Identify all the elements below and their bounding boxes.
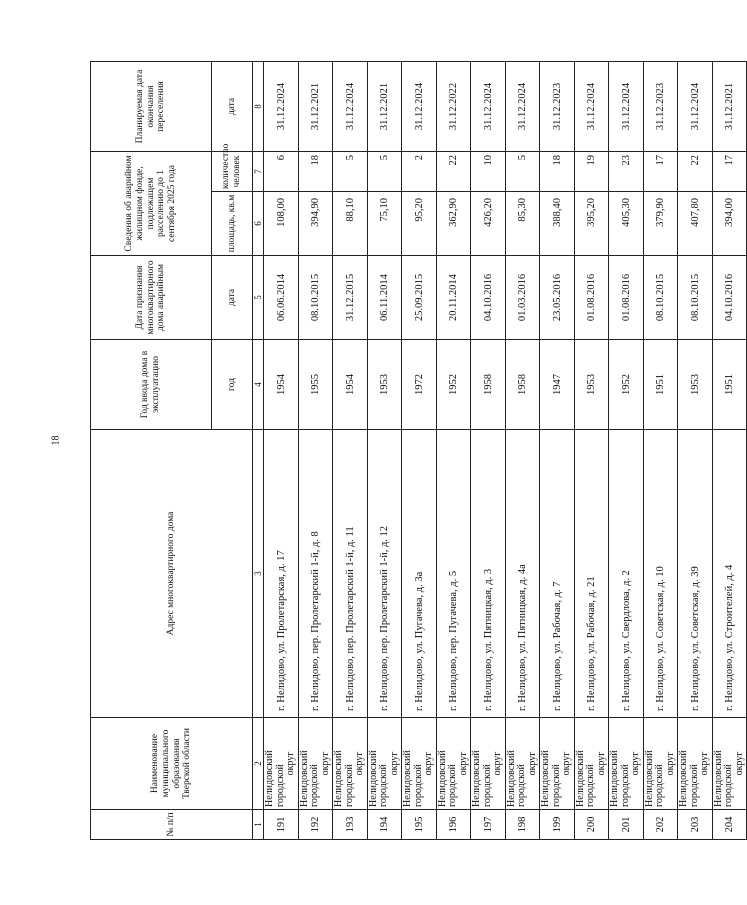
address-cell: г. Нелидово, ул. Пятницкая, д. 3	[471, 430, 506, 718]
commissioning-year-cell: 1955	[298, 340, 333, 430]
area-cell: 388,40	[540, 192, 575, 256]
address-cell: г. Нелидово, пер. Пугачева, д. 5	[436, 430, 471, 718]
rotated-table-wrapper	[90, 62, 745, 840]
municipality-line: округ	[492, 751, 504, 776]
planned-date-cell: 31.12.2023	[643, 62, 678, 152]
commissioning-year-cell: 1952	[609, 340, 644, 430]
row-number: 200	[574, 810, 609, 840]
residents-count-cell: 5	[505, 152, 540, 192]
municipality-line: округ	[664, 751, 676, 776]
area-cell: 407,80	[678, 192, 713, 256]
planned-date-cell: 31.12.2024	[609, 62, 644, 152]
table-row	[402, 62, 437, 840]
area-cell: 108,00	[264, 192, 299, 256]
recognition-date-cell: 04.10.2016	[712, 256, 747, 340]
commissioning-year-cell: 1953	[367, 340, 402, 430]
row-number: 199	[540, 810, 575, 840]
commissioning-year-cell: 1954	[264, 340, 299, 430]
commissioning-year-cell: 1952	[436, 340, 471, 430]
municipality-line: округ	[319, 751, 331, 776]
address-cell: г. Нелидово, ул. Строителей, д. 4	[712, 430, 747, 718]
planned-date-cell: 31.12.2024	[402, 62, 437, 152]
address-cell: г. Нелидово, ул. Рабочая, д. 7	[540, 430, 575, 718]
planned-date-cell: 31.12.2023	[540, 62, 575, 152]
municipality-cell	[333, 718, 368, 810]
header-commissioning: Год ввода дома в эксплуатацию	[91, 340, 212, 430]
row-number: 202	[643, 810, 678, 840]
municipality-line: округ	[733, 751, 745, 776]
commissioning-year-cell: 1947	[540, 340, 575, 430]
address-cell: г. Нелидово, ул. Свердлова, д. 2	[609, 430, 644, 718]
municipality-line: Нелидовский городской	[505, 750, 528, 807]
planned-date-cell: 31.12.2021	[712, 62, 747, 152]
planned-date-cell: 31.12.2024	[471, 62, 506, 152]
area-cell: 394,00	[712, 192, 747, 256]
planned-date-cell: 31.12.2021	[298, 62, 333, 152]
municipality-line: Нелидовский городской	[298, 750, 321, 807]
table-row	[505, 62, 540, 840]
commissioning-year-cell: 1951	[643, 340, 678, 430]
recognition-date-cell: 06.06.2014	[264, 256, 299, 340]
area-cell: 75,10	[367, 192, 402, 256]
address-cell: г. Нелидово, ул. Советская, д. 10	[643, 430, 678, 718]
municipality-line: округ	[630, 751, 642, 776]
address-cell: г. Нелидово, ул. Советская, д. 39	[678, 430, 713, 718]
planned-date-cell: 31.12.2024	[333, 62, 368, 152]
table-row	[540, 62, 575, 840]
column-number: 1	[253, 810, 264, 840]
residents-count-cell: 17	[643, 152, 678, 192]
address-cell: г. Нелидово, ул. Пугачева, д. 3а	[402, 430, 437, 718]
column-number: 5	[253, 256, 264, 340]
column-number: 4	[253, 340, 264, 430]
table-row	[298, 62, 333, 840]
header-emergency-info: Сведения об аварийном жилищном фонде, подлежащем расселению до 1 сентября 2025 года	[91, 152, 212, 256]
area-cell: 395,20	[574, 192, 609, 256]
row-number: 194	[367, 810, 402, 840]
municipality-cell	[540, 718, 575, 810]
recognition-date-cell: 01.03.2016	[505, 256, 540, 340]
municipality-line: округ	[354, 751, 366, 776]
row-number: 201	[609, 810, 644, 840]
address-cell: г. Нелидово, ул. Пятницкая, д. 4а	[505, 430, 540, 718]
municipality-cell	[712, 718, 747, 810]
municipality-cell	[402, 718, 437, 810]
municipality-cell	[298, 718, 333, 810]
residents-count-cell: 5	[367, 152, 402, 192]
residents-count-cell: 23	[609, 152, 644, 192]
column-number: 8	[253, 62, 264, 152]
row-number: 197	[471, 810, 506, 840]
recognition-date-cell: 08.10.2015	[678, 256, 713, 340]
municipality-line: округ	[699, 751, 711, 776]
address-cell: г. Нелидово, пер. Пролетарский 1-й, д. 11	[333, 430, 368, 718]
planned-date-cell: 31.12.2024	[264, 62, 299, 152]
commissioning-year-cell: 1958	[505, 340, 540, 430]
residents-count-cell: 22	[678, 152, 713, 192]
municipality-line: округ	[423, 751, 435, 776]
header-address: Адрес многоквартирного дома	[91, 430, 253, 718]
planned-date-cell: 31.12.2021	[367, 62, 402, 152]
residents-count-cell: 17	[712, 152, 747, 192]
area-cell: 85,30	[505, 192, 540, 256]
row-number: 204	[712, 810, 747, 840]
table-row	[436, 62, 471, 840]
column-number: 2	[253, 718, 264, 810]
municipality-cell	[574, 718, 609, 810]
planned-date-cell: 31.12.2024	[505, 62, 540, 152]
header-emergency-recognition: Дата признания многоквартирного дома аварийным	[91, 256, 212, 340]
header-municipality: Наименование муниципального образования Тверской области	[91, 718, 253, 810]
header-num: № п/п	[91, 810, 253, 840]
residents-count-cell: 19	[574, 152, 609, 192]
recognition-date-cell: 01.08.2016	[574, 256, 609, 340]
municipality-line: Нелидовский городской	[678, 750, 700, 807]
municipality-cell	[678, 718, 713, 810]
page-number: 18	[50, 435, 62, 446]
recognition-date-cell: 31.12.2015	[333, 256, 368, 340]
municipality-line: округ	[561, 751, 573, 776]
planned-date-cell: 31.12.2024	[574, 62, 609, 152]
municipality-line: Нелидовский городской	[574, 750, 597, 807]
municipality-cell	[505, 718, 540, 810]
municipality-cell	[643, 718, 678, 810]
table-row	[712, 62, 747, 840]
residents-count-cell: 18	[298, 152, 333, 192]
commissioning-year-cell: 1958	[471, 340, 506, 430]
row-number: 203	[678, 810, 713, 840]
recognition-date-cell: 08.10.2015	[298, 256, 333, 340]
subheader-date: дата	[212, 256, 253, 340]
subheader-area: площадь, кв.м	[212, 192, 253, 256]
municipality-line: Нелидовский городской	[436, 750, 459, 807]
residents-count-cell: 5	[333, 152, 368, 192]
header-planned-date: Планируемая дата окончания переселения	[91, 62, 212, 152]
row-number: 193	[333, 810, 368, 840]
municipality-line: округ	[595, 751, 607, 776]
municipality-line: округ	[285, 751, 297, 776]
address-cell: г. Нелидово, ул. Пролетарская, д. 17	[264, 430, 299, 718]
column-number: 3	[253, 430, 264, 718]
residents-count-cell: 18	[540, 152, 575, 192]
municipality-line: Нелидовский городской	[712, 750, 735, 807]
municipality-line: Нелидовский городской	[264, 750, 286, 807]
commissioning-year-cell: 1954	[333, 340, 368, 430]
recognition-date-cell: 20.11.2014	[436, 256, 471, 340]
column-number: 7	[253, 152, 264, 192]
recognition-date-cell: 06.11.2014	[367, 256, 402, 340]
row-number: 192	[298, 810, 333, 840]
subheader-count: количество человек	[212, 152, 253, 192]
area-cell: 88,10	[333, 192, 368, 256]
residents-count-cell: 10	[471, 152, 506, 192]
emergency-housing-table	[90, 61, 747, 840]
municipality-line: округ	[457, 751, 469, 776]
municipality-cell	[367, 718, 402, 810]
area-cell: 95,20	[402, 192, 437, 256]
municipality-line: Нелидовский городской	[643, 750, 666, 807]
municipality-cell	[436, 718, 471, 810]
row-number: 198	[505, 810, 540, 840]
municipality-line: Нелидовский городской	[367, 750, 390, 807]
residents-count-cell: 2	[402, 152, 437, 192]
commissioning-year-cell: 1953	[574, 340, 609, 430]
area-cell: 362,90	[436, 192, 471, 256]
table-row	[609, 62, 644, 840]
row-number: 191	[264, 810, 299, 840]
table-row	[367, 62, 402, 840]
municipality-line: округ	[526, 751, 538, 776]
planned-date-cell: 31.12.2022	[436, 62, 471, 152]
table-row	[471, 62, 506, 840]
commissioning-year-cell: 1972	[402, 340, 437, 430]
address-cell: г. Нелидово, пер. Пролетарский 1-й, д. 8	[298, 430, 333, 718]
municipality-line: Нелидовский городской	[540, 750, 562, 807]
row-number: 195	[402, 810, 437, 840]
address-cell: г. Нелидово, ул. Рабочая, д. 21	[574, 430, 609, 718]
commissioning-year-cell: 1951	[712, 340, 747, 430]
residents-count-cell: 6	[264, 152, 299, 192]
residents-count-cell: 22	[436, 152, 471, 192]
row-number: 196	[436, 810, 471, 840]
commissioning-year-cell: 1953	[678, 340, 713, 430]
table-row	[333, 62, 368, 840]
area-cell: 426,20	[471, 192, 506, 256]
table-row	[264, 62, 299, 840]
column-number: 6	[253, 192, 264, 256]
planned-date-cell: 31.12.2024	[678, 62, 713, 152]
recognition-date-cell: 08.10.2015	[643, 256, 678, 340]
table-row	[678, 62, 713, 840]
subheader-year: год	[212, 340, 253, 430]
table-row	[574, 62, 609, 840]
municipality-line: Нелидовский городской	[402, 750, 424, 807]
subheader-planned: дата	[212, 62, 253, 152]
municipality-cell	[471, 718, 506, 810]
area-cell: 405,30	[609, 192, 644, 256]
area-cell: 379,90	[643, 192, 678, 256]
municipality-line: Нелидовский городской	[333, 750, 355, 807]
municipality-cell	[264, 718, 299, 810]
municipality-line: Нелидовский городской	[609, 750, 631, 807]
municipality-line: Нелидовский городской	[471, 750, 493, 807]
recognition-date-cell: 04.10.2016	[471, 256, 506, 340]
recognition-date-cell: 25.09.2015	[402, 256, 437, 340]
recognition-date-cell: 23.05.2016	[540, 256, 575, 340]
recognition-date-cell: 01.08.2016	[609, 256, 644, 340]
municipality-cell	[609, 718, 644, 810]
table-row	[643, 62, 678, 840]
municipality-line: округ	[388, 751, 400, 776]
area-cell: 394,90	[298, 192, 333, 256]
address-cell: г. Нелидово, пер. Пролетарский 1-й, д. 12	[367, 430, 402, 718]
